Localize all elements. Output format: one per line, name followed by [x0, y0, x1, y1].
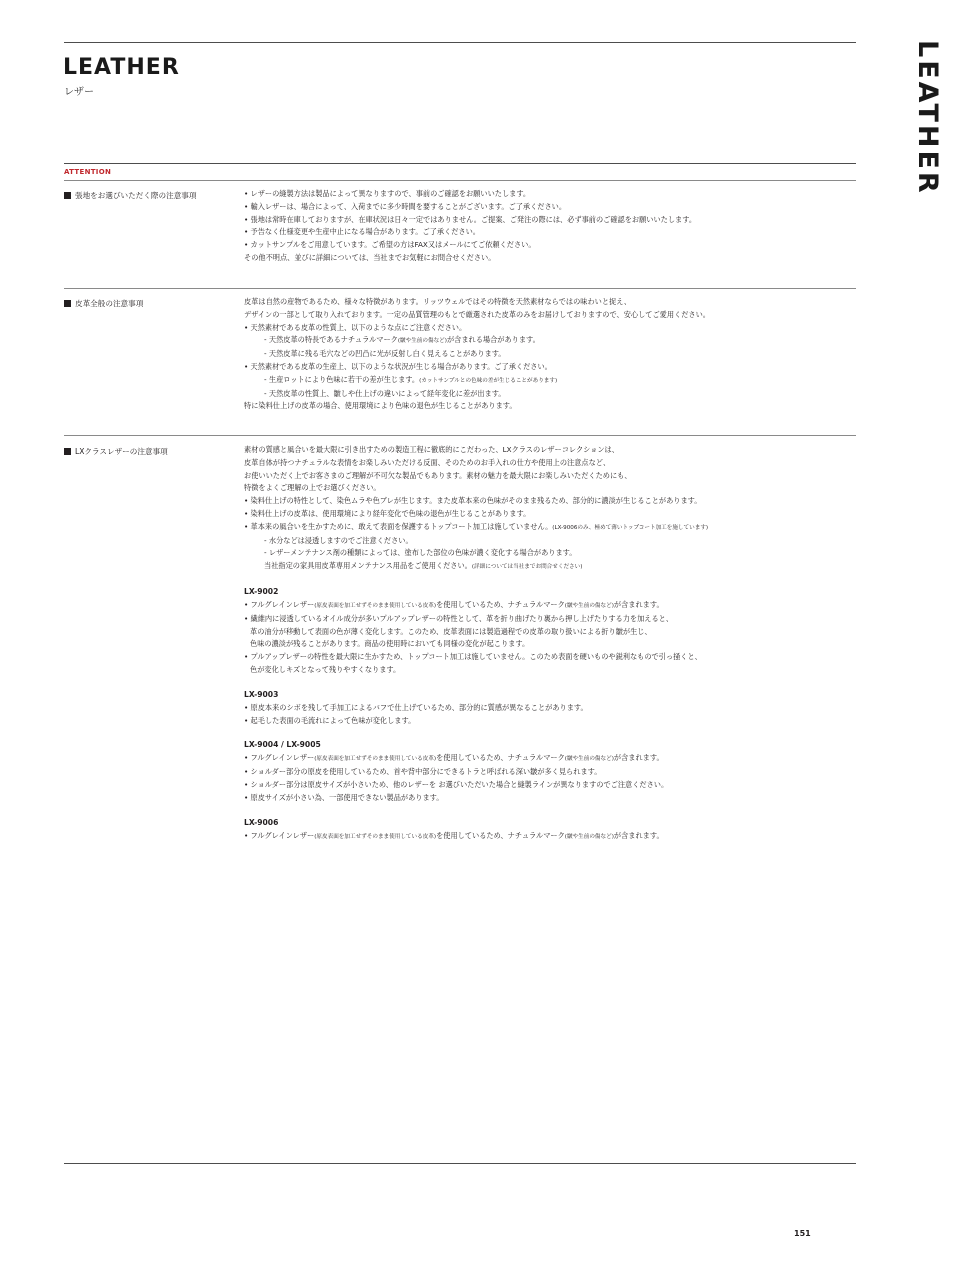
text-line: • 起毛した表面の毛流れによって色味が変化します。 — [244, 715, 416, 725]
square-bullet-icon — [64, 192, 71, 199]
text-line: 特に染料仕上げの皮革の場合、使用環境により色味の退色が生じることがあります。 — [244, 401, 517, 411]
text-line: 色が変化しキズとなって残りやすくなります。 — [250, 664, 401, 674]
text-line: - レザーメンテナンス剤の種類によっては、塗布した部位の色味が濃く変化する場合があります。 — [264, 548, 577, 558]
text-line: 特徴をよくご理解の上でお選びください。 — [244, 483, 381, 493]
text-line: • 天然素材である皮革の性質上、以下のような点にご注意ください。 — [244, 322, 467, 332]
text-line: • 染料仕上げの特性として、染色ムラや色ブレが生じます。また皮革本来の色味がそのまま残るため、部分的に濃淡が生じることがあります。 — [244, 496, 702, 506]
page-number: 151 — [794, 1229, 811, 1238]
text-line: - 天然皮革に残る毛穴などの凹凸に光が反射し白く見えることがあります。 — [264, 349, 506, 359]
text-line: 素材の質感と風合いを最大限に引き出すための製造工程に徹底的にこだわった、LXクラスのレザーコレクションは、 — [244, 445, 619, 454]
attention-bottom-rule — [64, 180, 856, 181]
attention-top-rule — [64, 163, 856, 164]
text-line: 皮革自体が持つナチュラルな表情をお楽しみいただける反面、そのためのお手入れの仕方や使用上の注意点など、 — [244, 457, 611, 467]
page-subtitle: レザー — [64, 87, 94, 98]
text-line: - 水分などは浸透しますのでご注意ください。 — [264, 535, 413, 545]
text-line: • 輸入レザーは、場合によって、入荷までに多少時間を要することがございます。ご了承ください。 — [244, 201, 567, 211]
square-bullet-icon — [64, 300, 71, 307]
section-title-fabric-selection: 張地をお選びいただく際の注意事項 — [64, 190, 197, 201]
text-line: 色味の濃淡が残ることがあります。商品の使用時においても同様の変化が起こります。 — [250, 639, 530, 649]
text-line: • 張地は常時在庫しておりますが、在庫状況は日々一定ではありません。ご提案、ご発注の際には、必ず事前のご確認をお願いいたします。 — [244, 214, 697, 224]
text-line: - 天然皮革の性質上、皺しや仕上げの違いによって経年変化に差が出ます。 — [264, 388, 506, 398]
text-line: - 生産ロットにより色味に若干の差が生じます。(カットサンプルとの色味の差が生じることがあります) — [264, 374, 558, 384]
top-rule — [64, 42, 856, 43]
model-heading-lx-9004-9005: LX-9004 / LX-9005 — [244, 740, 321, 750]
text-line: • 天然素材である皮革の生産上、以下のような状況が生じる場合があります。ご了承ください。 — [244, 361, 552, 371]
section-divider — [64, 288, 856, 289]
page-title: LEATHER — [63, 55, 180, 80]
text-line: • 原皮サイズが小さい為、一部使用できない製品があります。 — [244, 792, 444, 802]
section-title-lx-class: LXクラスレザーの注意事項 — [64, 446, 168, 457]
text-line: 皮革は自然の産物であるため、様々な特徴があります。リッツウェルではその特徴を天然素材ならではの味わいと捉え、 — [244, 297, 632, 306]
model-heading-lx-9002: LX-9002 — [244, 586, 279, 596]
text-line: • 繊維内に浸透しているオイル成分が多いプルアップレザーの特性として、革を折り曲げたり裏から押し上げたりする力を加えると、 — [244, 613, 674, 623]
model-heading-lx-9006: LX-9006 — [244, 817, 279, 827]
section-body-leather-general — [244, 296, 844, 413]
text-line: - 天然皮革の特長であるナチュラルマーク(皺や生前の傷など)が含まれる場合があります。 — [264, 335, 540, 345]
text-line: 当社指定の家具用皮革専用メンテナンス用品をご使用ください。(詳細については当社までお問合せください) — [264, 561, 583, 571]
section-divider — [64, 435, 856, 436]
bottom-rule — [64, 1163, 856, 1164]
section-body-fabric-selection — [244, 188, 844, 265]
text-line: • プルアップレザーの特性を最大限に生かすため、トップコート加工は施していません。このため表面を硬いものや鋭利なもので引っ掻くと、 — [244, 652, 702, 662]
text-line: 革の油分が移動して表面の色が薄く変化します。このため、皮革表面には製造過程での皮革の取り扱いによる折り皺が生じ、 — [250, 626, 652, 636]
text-line: • 革本来の風合いを生かすために、敢えて表面を保護するトップコート加工は施していません。(LX-9006のみ、極めて薄いトップコート加工を施しています) — [244, 521, 709, 531]
text-line: お使いいただく上でお客さまのご理解が不可欠な製品でもあります。素材の魅力を最大限にお楽しみいただくためにも、 — [244, 470, 632, 480]
text-line: • フルグレインレザー(原皮表面を加工せずそのまま使用している皮革)を使用しているため、ナチュラルマーク(皺や生前の傷など)が含まれます。 — [244, 599, 664, 609]
text-line: • 予告なく仕様変更や生産中止になる場合があります。ご了承ください。 — [244, 227, 480, 237]
text-line: その他不明点、並びに詳細については、当社までお気軽にお問合せください。 — [244, 252, 496, 262]
text-line: • 原皮本来のシボを残して手加工によるバフで仕上げているため、部分的に質感が異なることがあります。 — [244, 702, 588, 712]
text-line: • ショルダー部分の原皮を使用しているため、首や背中部分にできるトラと呼ばれる深い皺が多く見られます。 — [244, 767, 602, 777]
attention-label: ATTENTION — [64, 168, 112, 176]
text-line: • フルグレインレザー(原皮表面を加工せずそのまま使用している皮革)を使用しているため、ナチュラルマーク(皺や生前の傷など)が含まれます。 — [244, 753, 664, 763]
text-line: • 染料仕上げの皮革は、使用環境により経年変化で色味の退色が生じることがあります。 — [244, 508, 531, 518]
text-line: • フルグレインレザー(原皮表面を加工せずそのまま使用している皮革)を使用しているため、ナチュラルマーク(皺や生前の傷など)が含まれます。 — [244, 830, 664, 840]
text-line: デザインの一部として取り入れております。一定の品質管理のもとで厳選された皮革のみをお届けしておりますので、安心してご愛用ください。 — [244, 309, 710, 319]
model-heading-lx-9003: LX-9003 — [244, 689, 279, 699]
section-body-lx-class — [244, 444, 844, 843]
text-line: • ショルダー部分は原皮サイズが小さいため、他のレザーを お選びいただいた場合と縫製ラインが異なりますのでご注意ください。 — [244, 779, 669, 789]
vertical-side-title: LEATHER — [912, 40, 943, 196]
section-title-leather-general: 皮革全般の注意事項 — [64, 298, 143, 309]
text-line: • カットサンプルをご用意しています。ご希望の方はFAX又はメールにてご依頼ください。 — [244, 240, 536, 250]
square-bullet-icon — [64, 448, 71, 455]
text-line: • レザーの縫製方法は製品によって異なりますので、事前のご確認をお願いいたします。 — [244, 189, 531, 198]
